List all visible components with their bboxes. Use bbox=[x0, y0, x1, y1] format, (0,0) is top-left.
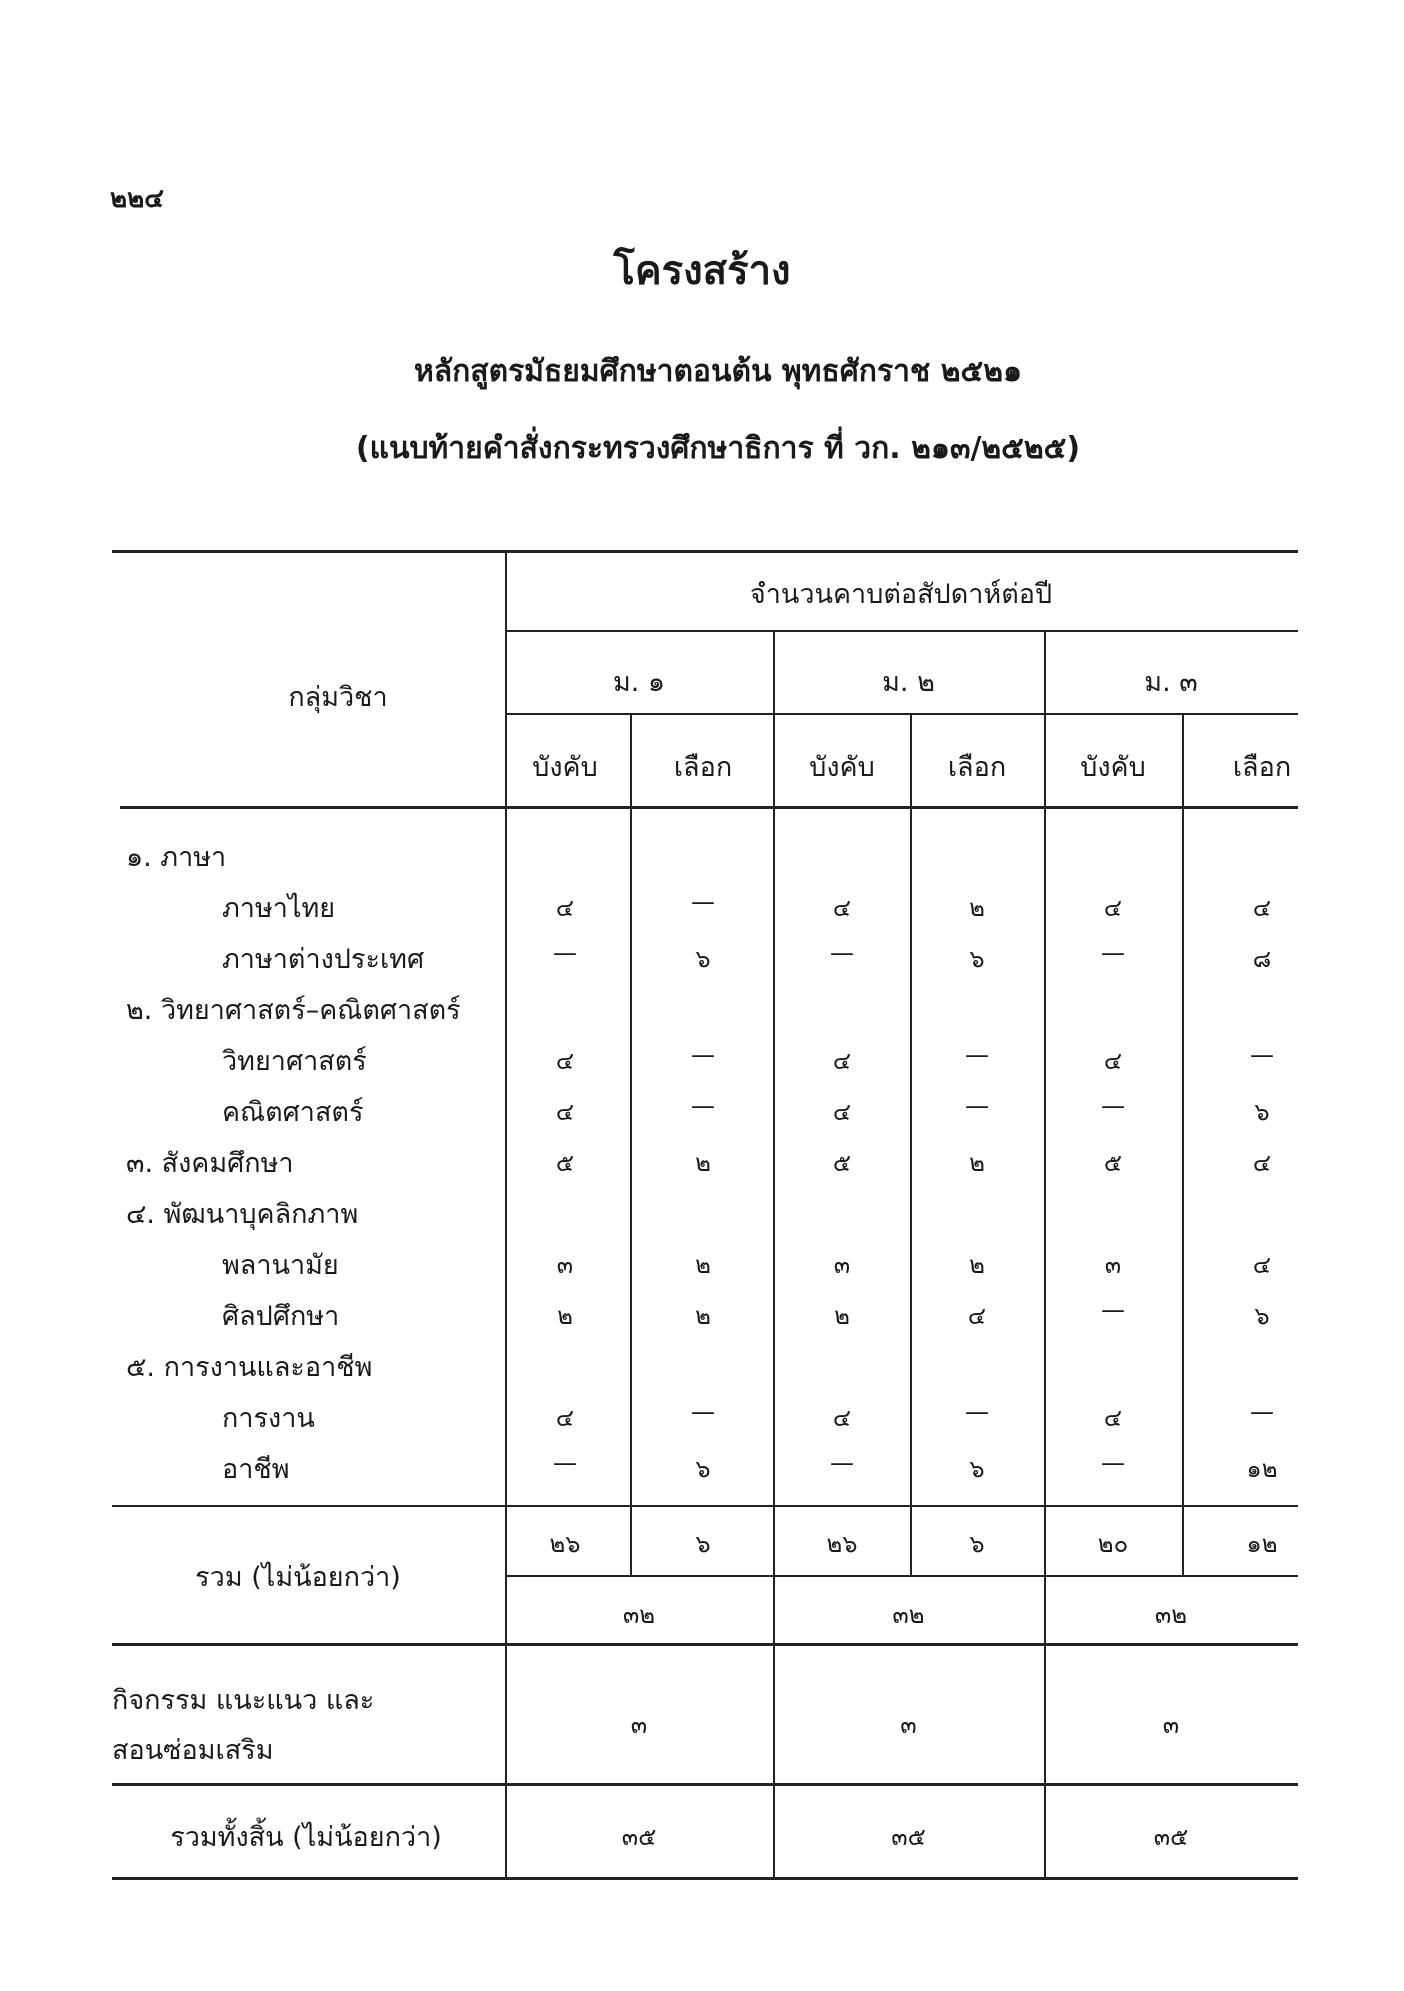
document-title: โครงสร้าง bbox=[613, 248, 791, 294]
period-value: — bbox=[830, 939, 854, 967]
period-value: ๕ bbox=[555, 1149, 575, 1177]
period-value: — bbox=[691, 1092, 715, 1120]
grade-header: ม. ๒ bbox=[882, 667, 935, 698]
period-value: ๒ bbox=[834, 1302, 850, 1330]
subject-label: การงาน bbox=[222, 1403, 315, 1434]
subject-label: คณิตศาสตร์ bbox=[222, 1097, 364, 1128]
period-value: ๔ bbox=[555, 894, 575, 922]
subject-group-label: ๕. การงานและอาชีพ bbox=[126, 1352, 373, 1383]
period-value: ๖ bbox=[695, 945, 711, 973]
total-value: ๒๖ bbox=[549, 1530, 581, 1558]
subject-label: อาชีพ bbox=[222, 1454, 290, 1485]
period-value: ๔ bbox=[1252, 1251, 1272, 1279]
period-value: ๕ bbox=[832, 1149, 852, 1177]
elective-column-header: เลือก bbox=[1232, 752, 1292, 783]
period-value: — bbox=[691, 1041, 715, 1069]
total-split-rule bbox=[505, 1575, 1298, 1577]
period-value: ๔ bbox=[555, 1404, 575, 1432]
period-value: ๔ bbox=[1103, 1404, 1123, 1432]
subject-label: พลานามัย bbox=[222, 1250, 339, 1281]
period-value: ๔ bbox=[967, 1302, 987, 1330]
period-value: ๔ bbox=[555, 1098, 575, 1126]
period-value: — bbox=[1101, 1296, 1125, 1324]
period-value: ๒ bbox=[969, 1149, 985, 1177]
total-combined-value: ๓๒ bbox=[892, 1601, 925, 1629]
grand-total-label: รวมทั้งสิ้น (ไม่น้อยกว่า) bbox=[170, 1822, 442, 1853]
period-value: ๘ bbox=[1252, 945, 1272, 973]
period-value: ๔ bbox=[1252, 894, 1272, 922]
choice-divider-1 bbox=[630, 713, 632, 1575]
period-value: ๓ bbox=[833, 1251, 851, 1279]
period-value: ๔ bbox=[1103, 894, 1123, 922]
total-value: ๒๐ bbox=[1097, 1530, 1129, 1558]
period-value: ๔ bbox=[555, 1047, 575, 1075]
period-value: ๓ bbox=[1104, 1251, 1122, 1279]
subject-label: ภาษาต่างประเทศ bbox=[222, 944, 425, 975]
grade-header: ม. ๑ bbox=[612, 667, 666, 698]
total-value: ๒๖ bbox=[826, 1530, 858, 1558]
page-number: ๒๒๔ bbox=[110, 184, 164, 214]
total-label: รวม (ไม่น้อยกว่า) bbox=[195, 1562, 401, 1593]
period-value: ๔ bbox=[832, 1047, 852, 1075]
total-value: ๑๒ bbox=[1246, 1530, 1278, 1558]
period-value: — bbox=[1101, 939, 1125, 967]
grade-header: ม. ๓ bbox=[1144, 667, 1198, 698]
period-value: ๖ bbox=[969, 1455, 985, 1483]
period-value: ๕ bbox=[1103, 1149, 1123, 1177]
period-value: ๒ bbox=[969, 1251, 985, 1279]
period-value: ๔ bbox=[1103, 1047, 1123, 1075]
subject-column-divider bbox=[505, 550, 507, 1877]
elective-column-header: เลือก bbox=[673, 752, 733, 783]
period-value: ๔ bbox=[1252, 1149, 1272, 1177]
activity-value: ๓ bbox=[1162, 1711, 1180, 1739]
activity-label: สอนซ่อมเสริม bbox=[112, 1735, 274, 1766]
table-bottom-rule bbox=[112, 1877, 1298, 1880]
period-value: ๒ bbox=[969, 894, 985, 922]
subject-group-header: กลุ่มวิชา bbox=[288, 682, 388, 713]
subjects-bottom-rule bbox=[112, 1505, 1298, 1507]
period-value: — bbox=[1250, 1398, 1274, 1426]
subject-label: วิทยาศาสตร์ bbox=[222, 1046, 367, 1077]
grand-total-value: ๓๕ bbox=[621, 1823, 657, 1851]
grade-divider-2 bbox=[1044, 630, 1046, 1877]
subject-group-label: ๒. วิทยาศาสตร์–คณิตศาสตร์ bbox=[126, 995, 461, 1026]
period-value: — bbox=[965, 1041, 989, 1069]
period-value: ๒ bbox=[557, 1302, 573, 1330]
total-value: ๖ bbox=[969, 1530, 985, 1558]
period-value: ๔ bbox=[832, 1098, 852, 1126]
activity-bottom-rule bbox=[112, 1783, 1298, 1786]
column-header-rule bbox=[120, 806, 1298, 809]
period-value: ๖ bbox=[1254, 1302, 1270, 1330]
subject-label: ภาษาไทย bbox=[222, 893, 336, 924]
subject-group-label: ๓. สังคมศึกษา bbox=[126, 1148, 294, 1179]
period-value: — bbox=[1101, 1449, 1125, 1477]
period-value: — bbox=[1101, 1092, 1125, 1120]
period-value: ๖ bbox=[695, 1455, 711, 1483]
total-value: ๖ bbox=[695, 1530, 711, 1558]
activity-value: ๓ bbox=[630, 1711, 648, 1739]
period-value: ๖ bbox=[969, 945, 985, 973]
total-bottom-rule bbox=[112, 1643, 1298, 1646]
period-value: ๒ bbox=[695, 1149, 711, 1177]
subject-group-label: ๑. ภาษา bbox=[126, 842, 227, 873]
period-value: ๒ bbox=[695, 1302, 711, 1330]
grade-divider-1 bbox=[773, 630, 775, 1877]
period-value: — bbox=[965, 1398, 989, 1426]
document-reference: (แนบท้ายคำสั่งกระทรวงศึกษาธิการ ที่ วก. ๒๑๓/๒๕๒๕) bbox=[355, 431, 1081, 466]
period-value: — bbox=[553, 1449, 577, 1477]
periods-per-week-header: จำนวนคาบต่อสัปดาห์ต่อปี bbox=[749, 579, 1053, 610]
document-subtitle: หลักสูตรมัธยมศึกษาตอนต้น พุทธศักราช ๒๕๒๑ bbox=[413, 354, 1023, 389]
required-column-header: บังคับ bbox=[1080, 752, 1146, 783]
required-column-header: บังคับ bbox=[809, 752, 875, 783]
subject-label: ศิลปศึกษา bbox=[222, 1301, 340, 1332]
choice-divider-2 bbox=[910, 713, 912, 1575]
choice-divider-3 bbox=[1182, 713, 1184, 1575]
period-value: — bbox=[1250, 1041, 1274, 1069]
activity-label: กิจกรรม แนะแนว และ bbox=[112, 1685, 375, 1716]
period-value: — bbox=[830, 1449, 854, 1477]
total-combined-value: ๓๒ bbox=[1154, 1601, 1188, 1629]
period-value: — bbox=[553, 939, 577, 967]
period-value: ๔ bbox=[832, 1404, 852, 1432]
periods-header-rule bbox=[505, 630, 1298, 632]
grand-total-value: ๓๕ bbox=[1153, 1823, 1189, 1851]
period-value: ๒ bbox=[695, 1251, 711, 1279]
period-value: — bbox=[965, 1092, 989, 1120]
required-column-header: บังคับ bbox=[532, 752, 598, 783]
period-value: — bbox=[691, 1398, 715, 1426]
subject-group-label: ๔. พัฒนาบุคลิกภาพ bbox=[126, 1199, 359, 1230]
period-value: ๖ bbox=[1254, 1098, 1270, 1126]
elective-column-header: เลือก bbox=[947, 752, 1007, 783]
grade-header-rule bbox=[505, 713, 1298, 715]
period-value: ๓ bbox=[556, 1251, 574, 1279]
total-combined-value: ๓๒ bbox=[622, 1601, 656, 1629]
activity-value: ๓ bbox=[900, 1711, 917, 1739]
period-value: — bbox=[691, 888, 715, 916]
table-top-rule bbox=[112, 550, 1298, 553]
period-value: ๑๒ bbox=[1246, 1455, 1278, 1483]
grand-total-value: ๓๕ bbox=[891, 1823, 926, 1851]
period-value: ๔ bbox=[832, 894, 852, 922]
